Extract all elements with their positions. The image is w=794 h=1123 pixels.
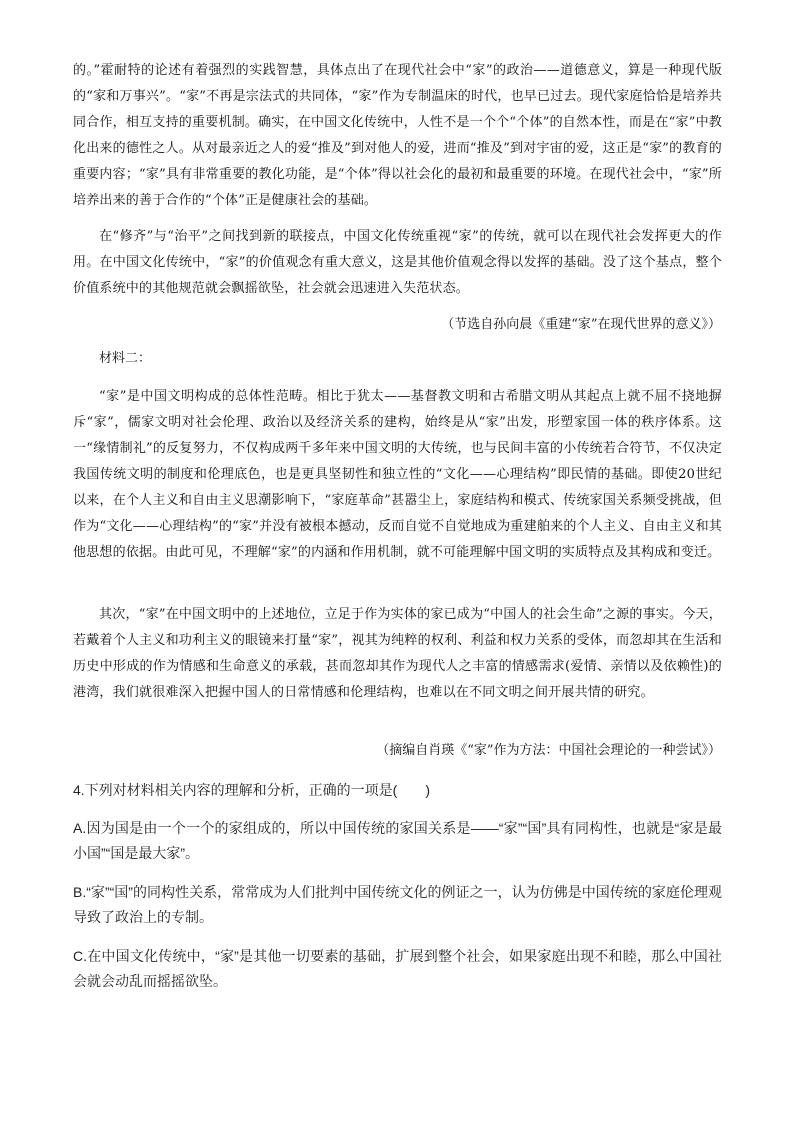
material1-source: （节选自孙向晨《重建“家”在现代世界的意义》） (441, 317, 721, 332)
option-c: C.在中国文化传统中，“家”是其他一切要素的基础，扩展到整个社会，如果家庭出现不和睦，那么中国社会就会动乱而摇摇欲坠。 (73, 948, 722, 989)
material2-paragraph-2: 其次，“家”在中国文明中的上述地位，立足于作为实体的家已成为“中国人的社会生命”之源的事实。今天，若戴着个人主义和功利主义的眼镜来打量“家”，视其为纯粹的权利、利益和权力关系的受体，而忽却其在生活和历史中形成的作为情感和生命意义的承载，甚而忽却其作为现代人之丰富的情感需求(爱情、亲情以及依赖性)的港湾，我们就很难深入把握中国人的日常情感和伦理结构，也难以在不同文明之间开展共情的研究。 (73, 607, 722, 700)
option-a: A.因为国是由一个一个的家组成的，所以中国传统的家国关系是——“家”“国”具有同构性，也就是“家是最小国”“国是最大家”。 (73, 820, 722, 861)
material2-source: （摘编自肖瑛《“家”作为方法：中国社会理论的一种尝试》） (376, 743, 721, 758)
material1-paragraph-1: 的。”霍耐特的论述有着强烈的实践智慧，具体点出了在现代社会中“家”的政治——道德意义，算是一种现代版的“家和万事兴”。“家”不再是宗法式的共同体，“家”作为专制温床的时代，也早已过去。现代家庭恰恰是培养共同合作，相互支持的重要机制。确实，在中国文化传统中，人性不是一个个“个体”的自然本性，而是在“家”中教化出来的德性之人。从对最亲近之人的爱“推及”到对他人的爱，进而“推及”到对宇宙的爱，这正是“家”的教育的重要内容；“家”具有非常重要的教化功能，是“个体”得以社会化的最初和最重要的环境。在现代社会中，“家”所培养出来的善于合作的“个体”正是健康社会的基础。 (73, 63, 722, 208)
option-b: B.“家”“国”的同构性关系，常常成为人们批判中国传统文化的例证之一，认为仿佛是中国传统的家庭伦理观导致了政治上的专制。 (73, 884, 722, 925)
material1-paragraph-2: 在“修齐”与“治平”之间找到新的联接点，中国文化传统重视“家”的传统，就可以在现代社会发挥更大的作用。在中国文化传统中，“家”的价值观念有重大意义，这是其他价值观念得以发挥的基础。没了这个基点，整个价值系统中的其他规范就会飘摇欲坠，社会就会迅速进入失范状态。 (73, 229, 722, 296)
question-stem: 4.下列对材料相关内容的理解和分析，正确的一项是( ) (73, 782, 430, 798)
material2-label: 材料二： (99, 351, 152, 366)
material2-paragraph-1: “家”是中国文明构成的总体性范畴。相比于犹太——基督教文明和古希腊文明从其起点上就不屈不挠地摒斥“家”，儒家文明对社会伦理、政治以及经济关系的建构，始终是从“家”出发，形塑家国一体的秩序体系。这一“缘情制礼”的反复努力，不仅构成两千多年来中国文明的大传统，也与民间丰富的小传统若合符节，不仅决定我国传统文明的制度和伦理底色，也是更具坚韧性和独立性的“文化——心理结构”即民情的基础。即使20世纪以来，在个人主义和自由主义思潮影响下，“家庭革命”甚嚣尘上，家庭结构和模式、传统家国关系频受挑战，但作为“文化——心理结构”的“家”并没有被根本撼动，反而自觉不自觉地成为重建舶来的个人主义、自由主义和其他思想的依据。由此可见，不理解“家”的内涵和作用机制，就不可能理解中国文明的实质特点及其构成和变迁。 (73, 389, 722, 560)
